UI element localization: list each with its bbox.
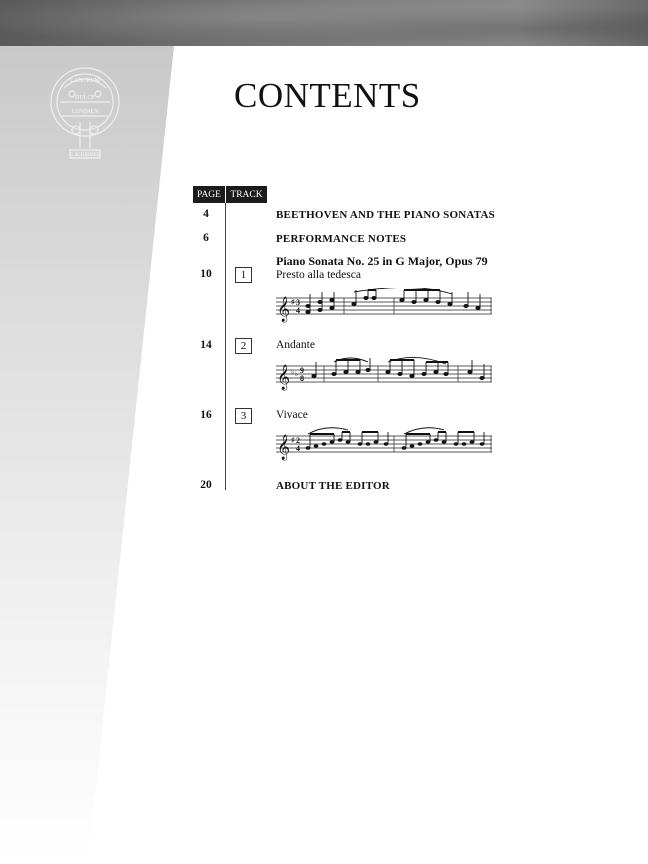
emblem-text-dulce: DULCE [75,95,95,101]
music-incipit-movement-2 [274,356,494,392]
svg-text:8: 8 [300,374,304,383]
page-number: 16 [200,409,212,421]
svg-text:9: 9 [300,366,304,375]
column-divider [225,203,226,490]
entry-title-beethoven[interactable]: BEETHOVEN AND THE PIANO SONATAS [276,209,495,221]
track-number-badge[interactable]: 3 [235,408,252,424]
top-banner [0,0,648,46]
movement-tempo[interactable]: Andante [276,339,315,351]
svg-text:♯: ♯ [291,436,295,444]
page-number: 4 [203,208,209,220]
page-number: 14 [200,339,212,351]
svg-text:4: 4 [296,444,300,453]
svg-text:3: 3 [296,298,300,307]
track-column-header: TRACK [226,186,267,203]
svg-text:2: 2 [296,436,300,445]
emblem-text-laborum: LABORUM [69,78,101,84]
emblem-text-schirmer: G.SCHIRMER [69,153,101,158]
movement-tempo[interactable]: Presto alla tedesca [276,269,361,281]
svg-text:♯: ♯ [291,298,295,306]
movement-tempo[interactable]: Vivace [276,409,308,421]
svg-text:♭: ♭ [291,368,295,376]
emblem-text-lenimen: LENIMEN [71,109,99,115]
music-incipit-movement-3 [274,426,494,462]
sonata-title[interactable]: Piano Sonata No. 25 in G Major, Opus 79 [276,254,488,268]
page-column-header: PAGE [193,186,225,203]
entry-title-about-the-editor[interactable]: ABOUT THE EDITOR [276,480,390,492]
page-number: 10 [200,268,212,280]
music-incipit-movement-1 [274,288,494,324]
svg-text:𝄞: 𝄞 [277,365,291,390]
schirmer-emblem-icon [42,58,128,166]
svg-text:4: 4 [296,306,300,315]
svg-text:♭: ♭ [295,370,299,378]
svg-text:𝄞: 𝄞 [277,435,291,460]
svg-text:𝄞: 𝄞 [277,297,291,322]
page-title: CONTENTS [234,76,421,115]
page-number: 20 [200,479,212,491]
table-header [193,186,267,203]
track-number-badge[interactable]: 1 [235,267,252,283]
page-number: 6 [203,232,209,244]
entry-title-performance-notes[interactable]: PERFORMANCE NOTES [276,233,407,245]
track-number-badge[interactable]: 2 [235,338,252,354]
